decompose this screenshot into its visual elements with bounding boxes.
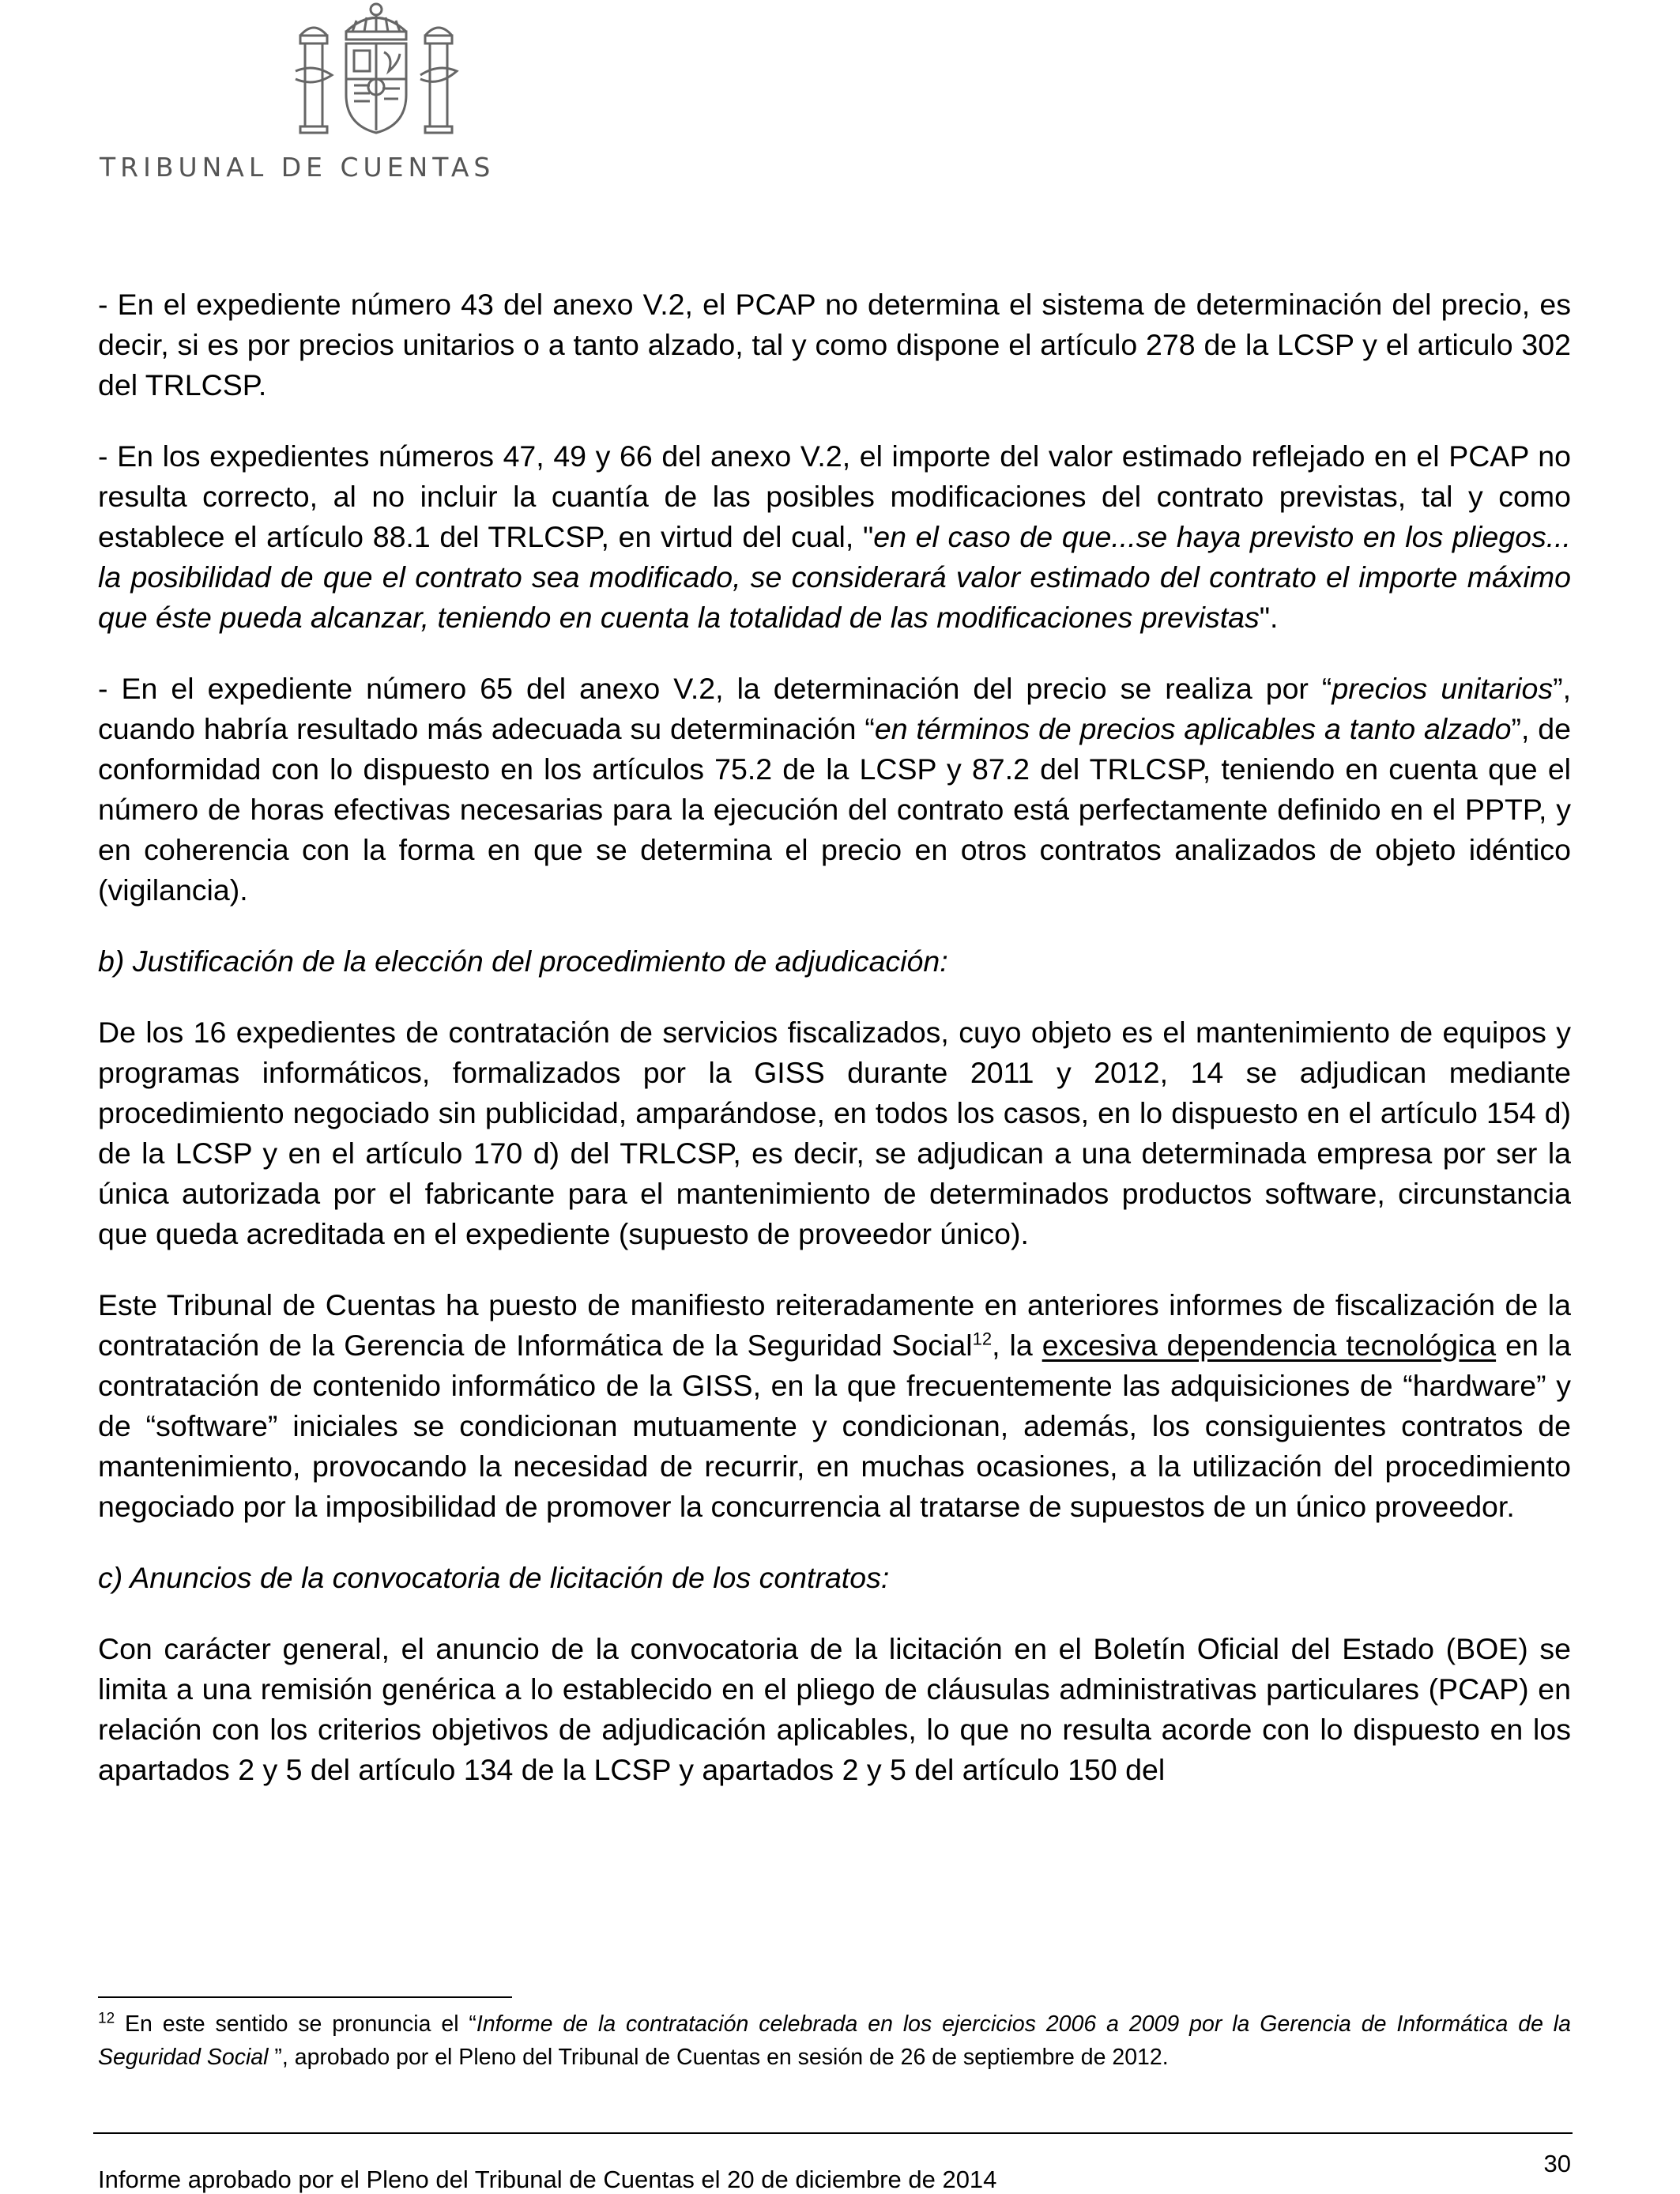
quoted-term: en términos de precios aplicables a tanto alzado xyxy=(874,712,1512,745)
paragraph-expediente-43: - En el expediente número 43 del anexo V.2, el PCAP no determina el sistema de determinación del precio, es decir, si es por precios unitarios o a tanto alzado, tal y como dispone el artículo 278 de la LCSP y el articulo 302 del TRLCSP. xyxy=(98,288,1571,401)
footnote-number: 12 xyxy=(98,2010,115,2027)
paragraph-dependencia-tecnologica xyxy=(98,1285,1571,1527)
page-number: 30 xyxy=(1543,2150,1571,2177)
section-heading-c: c) Anuncios de la convocatoria de licitación de los contratos: xyxy=(98,1561,890,1594)
paragraph-text: en la contratación de contenido informático de la GISS, en la que frecuentemente las adquisiciones de “hardware” y de “software” iniciales se condicionan mutuamente y condicionan, además, los consiguientes contratos de mantenimiento, provocando la necesidad de recurrir, en muchas ocasiones, a la utilización del procedimiento negociado por la imposibilidad de promover la concurrencia al tratarse de supuestos de un único proveedor. xyxy=(98,1329,1571,1523)
footer-separator xyxy=(93,2132,1573,2134)
footnote-report-title: Informe de la contratación celebrada en los ejercicios 2006 a 2009 por la Gerencia de Informática de la Seguridad Social xyxy=(98,2011,1571,2070)
paragraph-text: - En los expedientes números 47, 49 y 66 del anexo V.2, el importe del valor estimado reflejado en el PCAP no resulta correcto, al no incluir la cuantía de las posibles modificaciones del contrato previstas, tal y como establece el artículo 88.1 del TRLCSP, en virtud del cual, " xyxy=(98,439,1571,553)
paragraph-text: , la xyxy=(992,1329,1042,1362)
paragraph-text: - En el expediente número 65 del anexo V.2, la determinación del precio se realiza por “ xyxy=(98,672,1332,705)
underlined-phrase: excesiva dependencia tecnológica xyxy=(1042,1329,1497,1362)
quoted-regulation-text: en el caso de que...se haya previsto en los pliegos... la posibilidad de que el contrato sea modificado, se considerará valor estimado del contrato el importe máximo que éste pueda alcanzar, teniendo en cuenta la totalidad de las modificaciones previstas xyxy=(98,520,1571,634)
paragraph-expedientes-47-49-66 xyxy=(98,436,1571,638)
coat-of-arms-icon xyxy=(258,0,495,138)
quoted-term: precios unitarios xyxy=(1332,672,1554,705)
organization-name: TRIBUNAL DE CUENTAS xyxy=(100,152,495,183)
paragraph-procedimiento-negociado: De los 16 expedientes de contratación de servicios fiscalizados, cuyo objeto es el mantenimiento de equipos y programas informáticos, formalizados por la GISS durante 2011 y 2012, 14 se adjudican mediante procedimiento negociado sin publicidad, amparándose, en todos los casos, en lo dispuesto en el artículo 154 d) de la LCSP y en el artículo 170 d) del TRLCSP, es decir, se adjudican a una determinada empresa por ser la única autorizada por el fabricante para el mantenimiento de determinados productos software, circunstancia que queda acreditada en el expediente (supuesto de proveedor único). xyxy=(98,1016,1571,1250)
footnote-text: En este sentido se pronuncia el “ xyxy=(115,2011,477,2037)
paragraph-text: ”, de conformidad con lo dispuesto en los artículos 75.2 de la LCSP y 87.2 del TRLCSP, teniendo en cuenta que el número de horas efectivas necesarias para la ejecución del contrato está perfectamente definido en el PPTP, y en coherencia con la forma en que se determina el precio en otros contratos analizados de objeto idéntico (vigilancia). xyxy=(98,712,1571,907)
header-logo xyxy=(100,0,542,190)
paragraph-anuncios-boe: Con carácter general, el anuncio de la convocatoria de la licitación en el Boletín Oficial del Estado (BOE) se limita a una remisión genérica a lo establecido en el pliego de cláusulas administrativas particulares (PCAP) en relación con los criterios objetivos de adjudicación aplicables, lo que no resulta acorde con lo dispuesto en los apartados 2 y 5 del artículo 134 de la LCSP y apartados 2 y 5 del artículo 150 del xyxy=(98,1632,1571,1786)
paragraph-expediente-65 xyxy=(98,669,1571,910)
footnote-text: ”, aprobado por el Pleno del Tribunal de Cuentas en sesión de 26 de septiembre de 2012. xyxy=(274,2045,1169,2070)
footnote-reference: 12 xyxy=(972,1329,993,1349)
footnote-separator xyxy=(98,1996,512,1998)
report-body xyxy=(98,285,1571,1821)
section-heading-b: b) Justificación de la elección del procedimiento de adjudicación: xyxy=(98,944,948,978)
paragraph-text: ”, cuando habría resultado más adecuada su determinación “ xyxy=(98,672,1571,745)
footer-approval-note: Informe aprobado por el Pleno del Tribunal de Cuentas el 20 de diciembre de 2014 xyxy=(98,2166,997,2193)
paragraph-text: ". xyxy=(1259,601,1279,634)
footnote xyxy=(98,2007,1571,2074)
paragraph-text: Este Tribunal de Cuentas ha puesto de manifiesto reiteradamente en anteriores informes de fiscalización de la contratación de la Gerencia de Informática de la Seguridad Social xyxy=(98,1288,1571,1362)
